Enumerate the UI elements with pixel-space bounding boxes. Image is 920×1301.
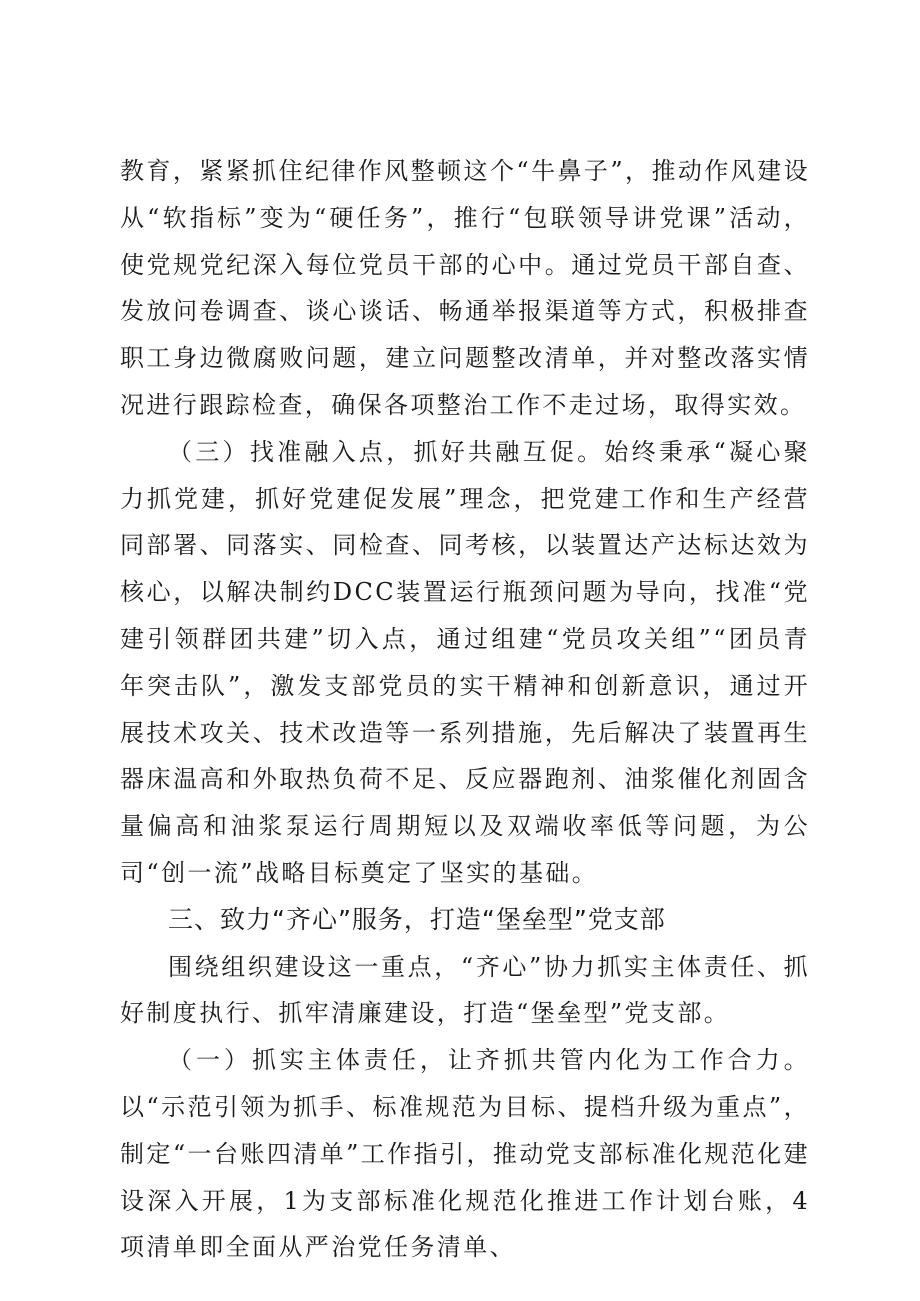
document-page [120,148,810,1271]
paragraph-integration-point: （三）找准融入点，抓好共融互促。始终秉承“凝心聚力抓党建，抓好党建促发展”理念，把党建工作和生产经营同部署、同落实、同检查、同考核，以装置达产达标达效为核心，以解决制约DCC装置运行瓶颈问题为导向，找准“党建引领群团共建”切入点，通过组建“党员攻关组”“团员青年突击队”，激发支部党员的实干精神和创新意识，通过开展技术攻关、技术改造等一系列措施，先后解决了装置再生器床温高和外取热负荷不足、反应器跑剂、油浆催化剂固含量偏高和油浆泵运行周期短以及双端收率低等问题，为公司“创一流”战略目标奠定了坚实的基础。 [120,437,810,887]
paragraph-discipline-education: 教育，紧紧抓住纪律作风整顿这个“牛鼻子”，推动作风建设从“软指标”变为“硬任务”，推行“包联领导讲党课”活动，使党规党纪深入每位党员干部的心中。通过党员干部自查、发放问卷调查、谈心谈话、畅通举报渠道等方式，积极排查职工身边微腐败问题，建立问题整改清单，并对整改落实情况进行跟踪检查，确保各项整治工作不走过场，取得实效。 [120,157,810,419]
paragraph-main-responsibility: （一）抓实主体责任，让齐抓共管内化为工作合力。以“示范引领为抓手、标准规范为目标、提档升级为重点”，制定“一台账四清单”工作指引，推动党支部标准化规范化建设深入开展，1为支部标准化规范化推进工作计划台账，4项清单即全面从严治党任务清单、 [120,1046,810,1262]
paragraph-organization-building: 围绕组织建设这一重点，“齐心”协力抓实主体责任、抓好制度执行、抓牢清廉建设，打造“堡垒型”党支部。 [120,952,810,1028]
section-heading-three: 三、致力“齐心”服务，打造“堡垒型”党支部 [168,904,666,934]
